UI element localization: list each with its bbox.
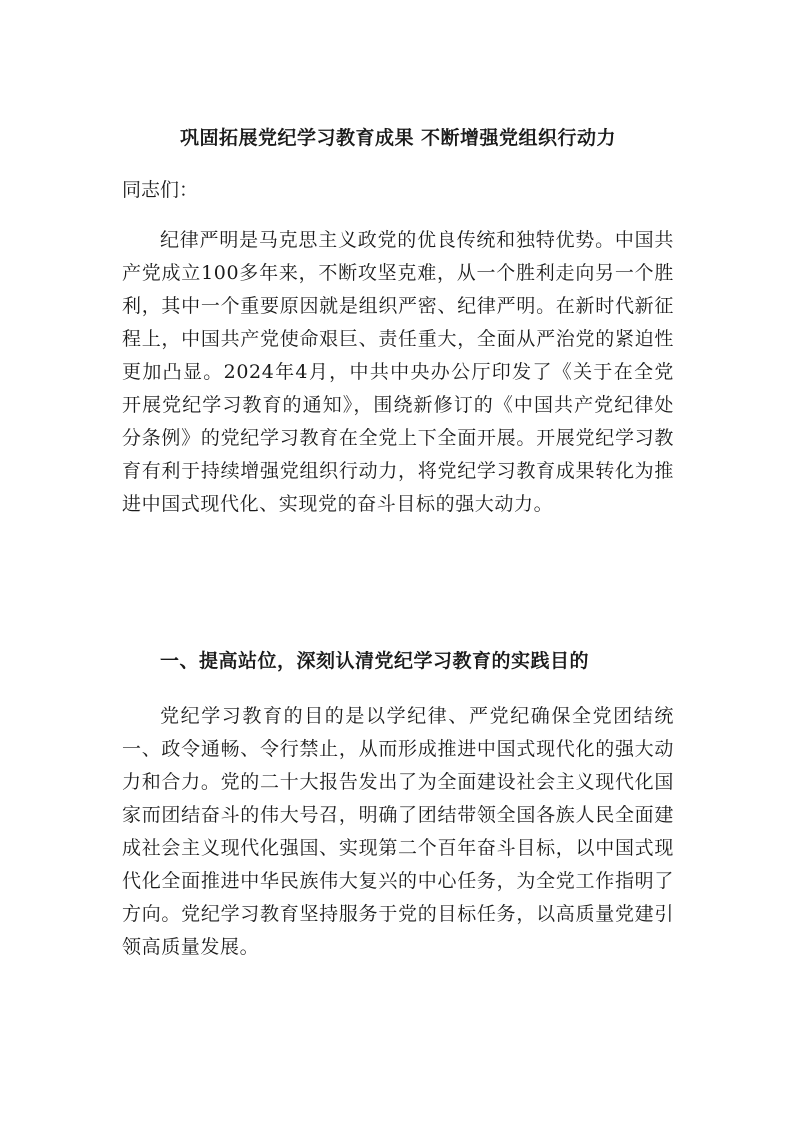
document-title: 巩固拓展党纪学习教育成果 不断增强党组织行动力 [179,127,617,149]
body-paragraph-1: 纪律严明是马克思主义政党的优良传统和独特优势。中国共产党成立100多年来，不断攻坚克难，从一个胜利走向另一个胜利，其中一个重要原因就是组织严密、纪律严明。在新时代新征程上，中国共产党使命艰巨、责任重大，全面从严治党的紧迫性更加凸显。2024年4月，中共中央办公厅印发了《关于在全党开展党纪学习教育的通知》，围绕新修订的《中国共产党纪律处分条例》的党纪学习教育在全党上下全面开展。开展党纪学习教育有利于持续增强党组织行动力，将党纪学习教育成果转化为推进中国式现代化、实现党的奋斗目标的强大动力。 [122,229,674,515]
section-1-heading: 一、提高站位，深刻认清党纪学习教育的实践目的 [160,650,590,672]
greeting: 同志们： [122,179,199,201]
body-paragraph-2: 党纪学习教育的目的是以学纪律、严党纪确保全党团结统一、政令通畅、令行禁止，从而形成推进中国式现代化的强大动力和合力。党的二十大报告发出了为全面建设社会主义现代化国家而团结奋斗的伟大号召，明确了团结带领全国各族人民全面建成社会主义现代化强国、实现第二个百年奋斗目标，以中国式现代化全面推进中华民族伟大复兴的中心任务，为全党工作指明了方向。党纪学习教育坚持服务于党的目标任务，以高质量党建引领高质量发展。 [122,705,674,958]
